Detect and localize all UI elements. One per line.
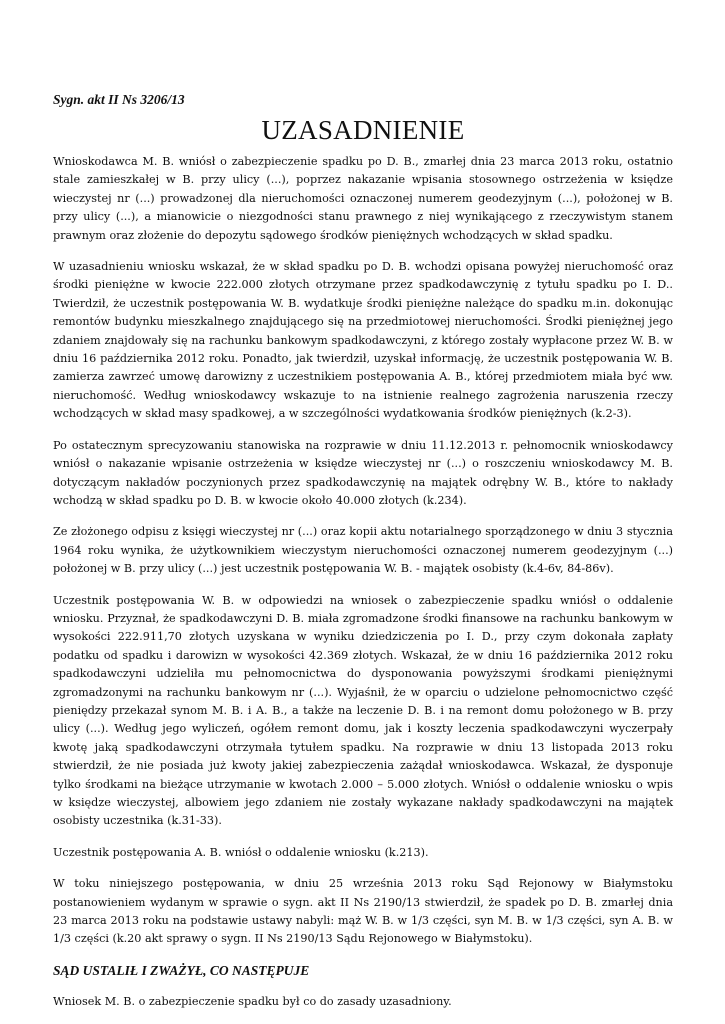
paragraph-hearing-position: Po ostatecznym sprecyzowaniu stanowiska na rozprawie w dniu 11.12.2013 r. pełnomocnik wnioskodawcy wniósł o nakazanie wpisanie ostrzeżenia w księdze wieczystej nr (...) o roszczeniu wnioskodawcy M. B. dotyczącym nakładów poczynionych przez spadkodawczynię na majątek odrębny W. B., które to nakłady wchodzą w skład spadku po D. B. w kwocie około 40.000 złotych (k.234). [53,438,673,507]
document-title: UZASADNIENIE [261,115,465,145]
paragraph-participant-wb: Uczestnik postępowania W. B. w odpowiedzi na wniosek o zabezpieczenie spadku wniósł o oddalenie wniosku. Przyznał, że spadkodawczyni D. B. miała zgromadzone środki finansowe na rachunku bankowym w wysokości 222.911,70 złotych uzyskana w wyniku dziedziczenia po I. D., przy czym dokonała zapłaty podatku od spadku i darowizn w wysokości 42.369 złotych. Wskazał, że w dniu 16 października 2012 roku spadkodawczyni udzieliła mu pełnomocnictwa do dysponowania powyższymi środkami pieniężnymi zgromadzonymi na rachunku bankowym nr (...). Wyjaśnił, że w oparciu o udzielone pełnomocnictwo część pieniędzy przekazał synom M. B. i A. B., a także na leczenie D. B. i na remont domu położonego w B. przy ulicy (...). Według jego wyliczeń, ogółem remont domu, jak i koszty leczenia spadkodawczyni wyczerpały kwotę jaką spadkodawczyni otrzymała tytułem spadku. Na rozprawie w dniu 13 listopada 2013 roku stwierdził, że nie posiada już kwoty jakiej zabezpieczenia zażądał wnioskodawca. Wskazał, że dysponuje tylko środkami na bieżące utrzymanie w kwotach 2.000 – 5.000 złotych. Wniósł o oddalenie wniosku o wpis w księdze wieczystej, albowiem jego zdaniem nie zostały wykazane nakłady spadkodawczyni na majątek osobisty uczestnika (k.31-33). [53,593,673,828]
case-number: Sygn. akt II Ns 3206/13 [53,92,185,107]
paragraph-application: Wnioskodawca M. B. wniósł o zabezpieczenie spadku po D. B., zmarłej dnia 23 marca 2013 roku, ostatnio stale zamieszkałej w B. przy ulicy (...), poprzez nakazanie wpisania stosownego ostrzeżenia w księdze wieczystej nr (...) prowadzonej dla nieruchomości oznaczonej numerem geodezyjnym (...), położonej w B. przy ulicy (...), a mianowicie o niezgodności stanu prawnego z niej wynikającego z rzeczywistym stanem prawnym oraz złożenie do depozytu sądowego środków pieniężnych wchodzących w skład spadku. [53,155,673,242]
paragraph-justification: W uzasadnieniu wniosku wskazał, że w skład spadku po D. B. wchodzi opisana powyżej nieruchomość oraz środki pieniężne w kwocie 222.000 złotych otrzymane przez spadkodawczynię z tytułu spadku po I. D.. Twierdził, że uczestnik postępowania W. B. wydatkuje środki pieniężne należące do spadku m.in. dokonując remontów budynku mieszkalnego znajdującego się na przedmiotowej nieruchomości. Środki pieniężnej jego zdaniem znajdowały się na rachunku bankowym spadkodawczyni, z którego zostały wypłacone przez W. B. w dniu 16 października 2012 roku. Ponadto, jak twierdził, uzyskał informację, że uczestnik postępowania W. B. zamierza zawrzeć umowę darowizny z uczestnikiem postępowania A. B., której przedmiotem miała być ww. nieruchomość. Według wnioskodawcy wskazuje to na istnienie realnego zagrożenia naruszenia rzeczy wchodzących w skład masy spadkowej, a w szczególności wydatkowania środków pieniężnych (k.2-3). [53,260,673,421]
paragraph-participant-ab: Uczestnik postępowania A. B. wniósł o oddalenie wniosku (k.213). [53,845,429,859]
paragraph-conclusion: Wniosek M. B. o zabezpieczenie spadku był co do zasady uzasadniony. [53,994,452,1008]
paragraph-inheritance-ruling: W toku niniejszego postępowania, w dniu 25 września 2013 roku Sąd Rejonowy w Białymstoku postanowieniem wydanym w sprawie o sygn. akt II Ns 2190/13 stwierdził, że spadek po D. B. zmarłej dnia 23 marca 2013 roku na podstawie ustawy nabyli: mąż W. B. w 1/3 części, syn M. B. w 1/3 części, syn A. B. w 1/3 części (k.20 akt sprawy o sygn. II Ns 2190/13 Sądu Rejonowego w Białymstoku). [53,877,673,946]
section-heading: SĄD USTALIŁ I ZWAŻYŁ, CO NASTĘPUJE [53,962,310,978]
paragraph-land-register: Ze złożonego odpisu z księgi wieczystej nr (...) oraz kopii aktu notarialnego sporządzonego w dniu 3 stycznia 1964 roku wynika, że użytkownikiem wieczystym nieruchomości oznaczonej numerem geodezyjnym (...) położonej w B. przy ulicy (...) jest uczestnik postępowania W. B. - majątek osobisty (k.4-6v, 84-86v). [53,525,673,576]
document-page [53,92,673,1024]
